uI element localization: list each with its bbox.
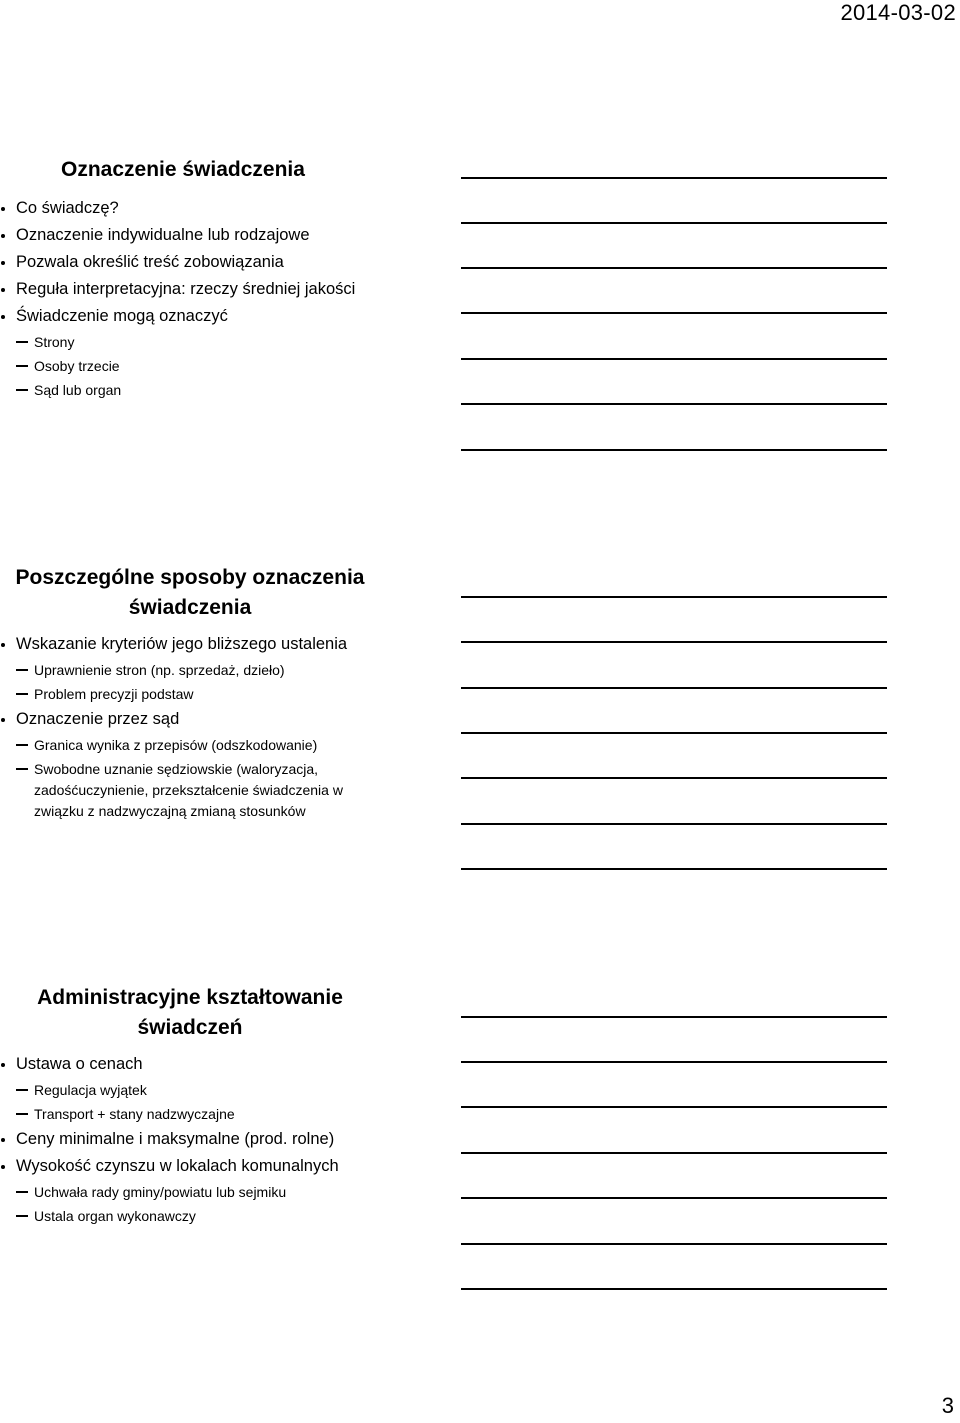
sub-bullet-item: Uchwała rady gminy/powiatu lub sejmiku [0,1180,380,1204]
slide-title: Administracyjne kształtowanie świadczeń [37,986,343,1039]
bullet-item: Pozwala określić treść zobowiązania [0,249,380,276]
slide-3 [0,983,380,1228]
note-line [461,823,887,825]
bullet-item: Ceny minimalne i maksymalne (prod. rolne) [0,1126,380,1153]
note-line [461,312,887,314]
note-line [461,868,887,870]
note-line [461,267,887,269]
note-line [461,1243,887,1245]
bullet-item: Reguła interpretacyjna: rzeczy średniej jakości [0,276,380,303]
note-line [461,777,887,779]
bullet-item: Co świadczę? [0,195,380,222]
note-line [461,358,887,360]
bullet-list [0,195,380,402]
bullet-item: Wysokość czynszu w lokalach komunalnych [0,1153,380,1180]
note-line [461,641,887,643]
sub-bullet-item: Ustala organ wykonawczy [0,1204,380,1228]
sub-bullet-item: Uprawnienie stron (np. sprzedaż, dzieło) [0,658,380,682]
sub-bullet-item: Osoby trzecie [0,354,380,378]
note-line [461,403,887,405]
sub-bullet-item: Regulacja wyjątek [0,1078,380,1102]
sub-bullet-item: Swobodne uznanie sędziowskie (waloryzacja, zadośćuczynienie, przekształcenie świadczenia w związku z nadzwyczajną zmianą stosunków [0,757,380,824]
note-line [461,1152,887,1154]
note-line [461,1061,887,1063]
sub-bullet-item: Strony [0,330,380,354]
sub-bullet-item: Sąd lub organ [0,378,380,402]
bullet-item: Oznaczenie przez sąd [0,706,380,733]
bullet-item: Świadczenie mogą oznaczyć [0,303,380,330]
bullet-list [0,631,380,824]
slide-title: Oznaczenie świadczenia [61,158,305,181]
bullet-item: Oznaczenie indywidualne lub rodzajowe [0,222,380,249]
bullet-list [0,1051,380,1228]
note-line [461,222,887,224]
note-line [461,1016,887,1018]
note-line [461,1197,887,1199]
slide-2 [0,563,380,824]
slide-title: Poszczególne sposoby oznaczenia świadczenia [15,566,365,619]
note-line [461,177,887,179]
note-line [461,1288,887,1290]
note-line [461,687,887,689]
slide-1 [0,155,380,402]
bullet-item: Wskazanie kryteriów jego bliższego ustalenia [0,631,380,658]
note-line [461,449,887,451]
document-date: 2014-03-02 [840,0,956,25]
note-line [461,596,887,598]
page-number: 3 [941,1393,954,1418]
sub-bullet-item: Granica wynika z przepisów (odszkodowanie) [0,733,380,757]
bullet-item: Ustawa o cenach [0,1051,380,1078]
sub-bullet-item: Problem precyzji podstaw [0,682,380,706]
note-line [461,1106,887,1108]
note-line [461,732,887,734]
sub-bullet-item: Transport + stany nadzwyczajne [0,1102,380,1126]
